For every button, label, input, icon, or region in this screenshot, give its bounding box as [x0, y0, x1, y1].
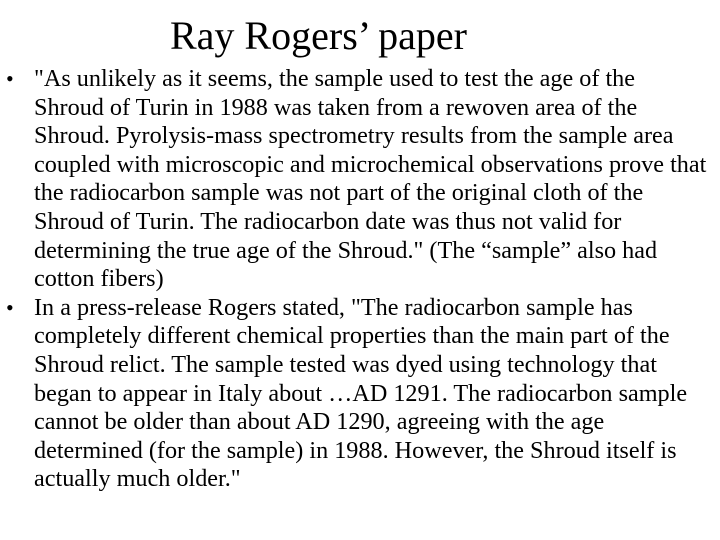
slide-title: Ray Rogers’ paper	[170, 13, 467, 58]
bullet-text: In a press-release Rogers stated, "The radiocarbon sample has completely different chemical properties than the main part of the Shroud relict. The sample tested was dyed using technology that began to appear in Italy about …AD 1291. The radiocarbon sample cannot be older than about AD 1290, agreeing with the age determined (for the sample) in 1988. However, the Shroud itself is actually much older."	[34, 293, 688, 493]
bullet-marker: •	[6, 294, 14, 320]
bullet-item-rogers-paper-quote	[0, 65, 710, 294]
bullet-marker: •	[6, 66, 14, 91]
bullet-list	[0, 65, 720, 494]
bullet-text: "As unlikely as it seems, the sample used to test the age of the Shroud of Turin in 1988 was taken from a rewoven area of the Shroud. Pyrolysis-mass spectrometry results from the sample area coupled with microscopic and microchemical observations prove that the radiocarbon sample was not part of the original cloth of the Shroud of Turin. The radiocarbon date was thus not valid for determining the true age of the Shroud." (The “sample” also had cotton fibers)	[34, 65, 707, 293]
bullet-item-press-release-quote	[0, 294, 710, 494]
